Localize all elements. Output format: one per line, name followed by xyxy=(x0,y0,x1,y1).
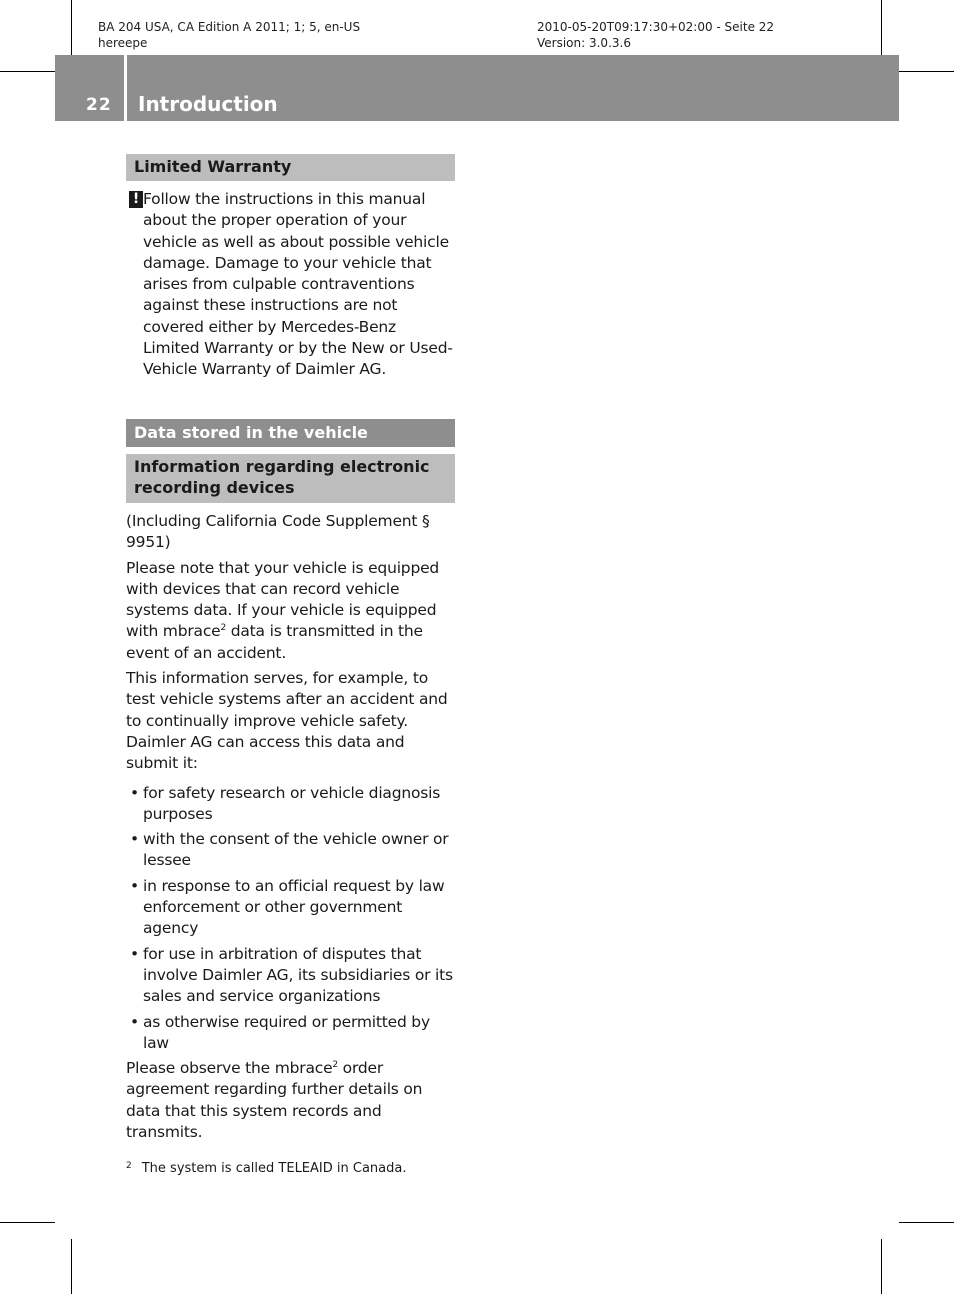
paragraph-purpose xyxy=(126,668,455,732)
p1-after: data is transmitted in the event of an accident. xyxy=(126,622,423,662)
p2-line1: This information serves, for example, to test vehicle systems after an accident and to continually improve vehicle safety. xyxy=(126,669,448,730)
list-item xyxy=(126,783,455,826)
footnote-ref: 2 xyxy=(332,1060,338,1071)
warning-note xyxy=(126,189,455,381)
warning-text: Follow the instructions in this manual about the proper operation of your vehicle as well as about possible vehicle damage. Damage to your vehicle that arises from culpable contraventions against these instructions are not covered either by Mercedes-Benz Limited Warranty or by the New or Used-Vehicle Warranty of Daimler AG. xyxy=(143,190,453,379)
footnote xyxy=(126,1158,406,1177)
footnote-ref: 2 xyxy=(220,623,227,634)
bullet-icon: • xyxy=(130,783,139,802)
bullet-icon: • xyxy=(130,830,139,849)
header-divider xyxy=(124,55,127,121)
crop-mark xyxy=(899,1222,954,1223)
p3-after: order agreement regarding further details on data that this system records and transmits. xyxy=(126,1059,423,1142)
paragraph-access xyxy=(126,732,455,775)
p1-before: Please note that your vehicle is equipped with devices that can record vehicle systems data. If your vehicle is equipped with mbrace xyxy=(126,558,440,641)
intro-paragraph: (Including California Code Supplement § 9951) xyxy=(126,512,430,552)
page-number: 22 xyxy=(86,95,112,115)
crop-mark xyxy=(899,71,954,72)
list-item-text: in response to an official request by law enforcement or other government agency xyxy=(143,876,445,938)
footnote-text: The system is called TELEAID in Canada. xyxy=(141,1161,407,1176)
warning-icon: ! xyxy=(129,191,143,208)
list-item-text: for use in arbitration of disputes that involve Daimler AG, its subsidiaries or its sales and service organizations xyxy=(143,944,453,1006)
list-item-text: for safety research or vehicle diagnosis purposes xyxy=(143,783,441,823)
list-item xyxy=(126,876,455,940)
list-item-text: as otherwise required or permitted by law xyxy=(143,1012,430,1052)
list-item-text: with the consent of the vehicle owner or lessee xyxy=(143,830,449,870)
print-meta-left xyxy=(98,19,360,51)
meta-right-line1: 2010-05-20T09:17:30+02:00 - Seite 22 xyxy=(537,20,775,34)
paragraph-mbrace xyxy=(126,558,455,664)
bullet-icon: • xyxy=(130,1012,139,1031)
bullet-icon: • xyxy=(130,944,139,963)
crop-mark xyxy=(0,71,55,72)
bullet-icon: • xyxy=(130,876,139,895)
p2-line2: Daimler AG can access this data and submit it: xyxy=(126,732,405,773)
limited-warranty-body xyxy=(126,189,455,381)
meta-right-line2: Version: 3.0.3.6 xyxy=(537,36,631,50)
meta-left-line1: BA 204 USA, CA Edition A 2011; 1; 5, en-US xyxy=(98,20,361,34)
recording-devices-heading-text: Information regarding electronic recording devices xyxy=(134,457,430,497)
recording-devices-heading xyxy=(126,454,455,503)
list-item xyxy=(126,829,455,872)
meta-left-line2: hereepe xyxy=(98,36,148,50)
crop-mark xyxy=(881,1239,882,1294)
data-stored-heading xyxy=(126,419,455,447)
crop-mark xyxy=(71,1239,72,1294)
crop-mark xyxy=(0,1222,55,1223)
print-meta-right xyxy=(537,19,774,51)
chapter-title: Introduction xyxy=(138,92,278,116)
crop-mark xyxy=(71,0,72,55)
data-stored-heading-text: Data stored in the vehicle xyxy=(134,423,368,442)
data-section-body xyxy=(126,511,455,1147)
paragraph-order-agreement xyxy=(126,1058,455,1143)
bullet-list xyxy=(126,783,455,1055)
limited-warranty-heading xyxy=(126,154,455,181)
footnote-mark: 2 xyxy=(126,1161,132,1171)
p3-before: Please observe the mbrace xyxy=(126,1059,333,1078)
list-item xyxy=(126,1012,455,1055)
crop-mark xyxy=(881,0,882,55)
list-item xyxy=(126,944,455,1008)
limited-warranty-heading-text: Limited Warranty xyxy=(134,157,292,176)
